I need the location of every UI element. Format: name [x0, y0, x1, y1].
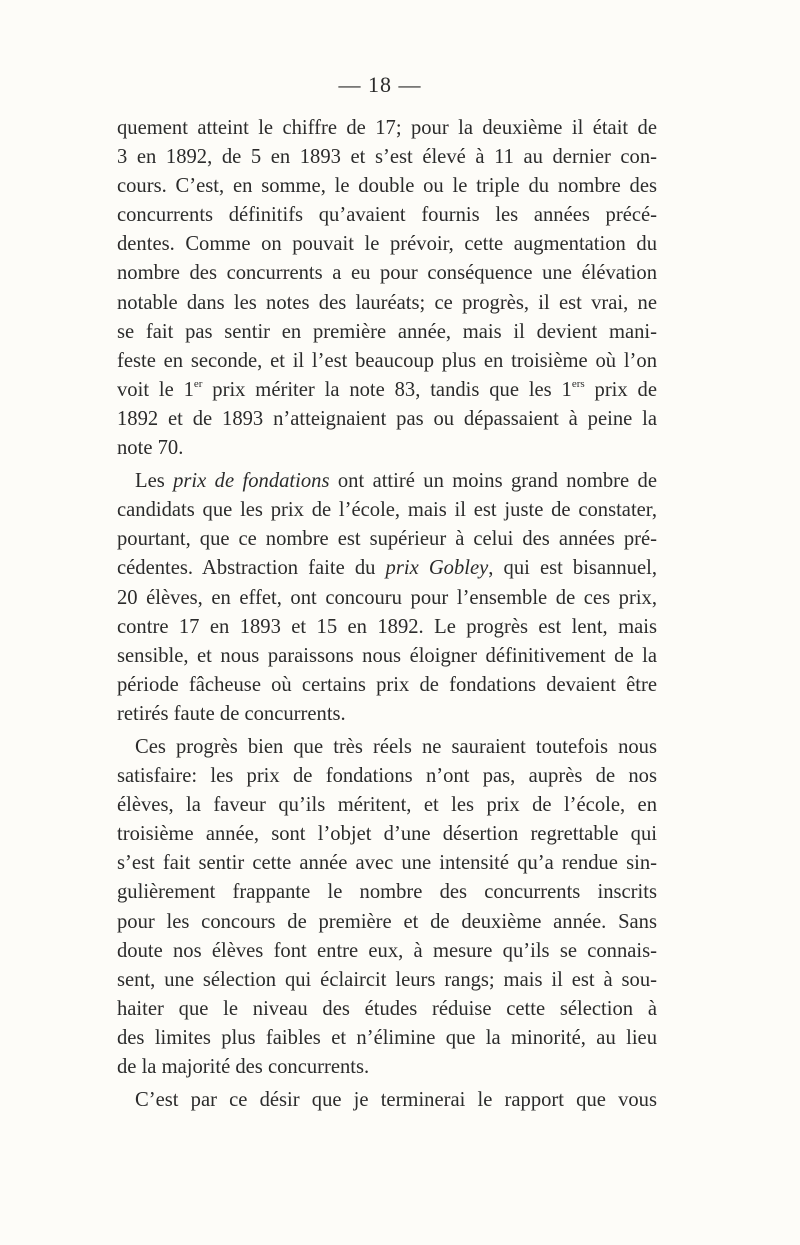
text-line-with-italic — [117, 554, 657, 583]
text-line: haiter que le niveau des études réduise cette sélection à — [117, 997, 657, 1020]
text-line: Ces progrès bien que très réels ne sauraient toutefois nous — [135, 735, 657, 758]
text-line: doute nos élèves font entre eux, à mesure qu’ils se connais- — [117, 939, 657, 962]
text-fragment: voit le 1 — [117, 378, 194, 401]
text-line: sensible, et nous paraissons nous éloigner définitivement de la — [117, 644, 657, 667]
text-line: feste en seconde, et il l’est beaucoup plus en troisième où l’on — [117, 349, 657, 372]
text-line: note 70. — [117, 437, 184, 460]
paragraph-3 — [117, 733, 657, 1082]
text-line: candidats que les prix de l’école, mais il est juste de constater, — [117, 499, 657, 522]
text-fragment: prix mériter la note 83, tandis que les 1 — [202, 378, 572, 401]
text-fragment: Les — [135, 470, 174, 493]
text-line: gulièrement frappante le nombre des concurrents inscrits — [117, 881, 657, 904]
text-line: dentes. Comme on pouvait le prévoir, cette augmentation du — [117, 233, 657, 256]
text-fragment: ont attiré un moins grand nombre de — [329, 470, 657, 493]
body-text — [117, 114, 657, 1119]
text-line: retirés faute de concurrents. — [117, 702, 346, 725]
text-line: concurrents définitifs qu’avaient fournis les années précé- — [117, 204, 657, 227]
superscript: er — [193, 377, 203, 390]
text-line: pour les concours de première et de deuxième année. Sans — [117, 910, 657, 933]
superscript: ers — [571, 377, 585, 390]
text-fragment: , qui est bisannuel, — [488, 557, 657, 580]
text-line: des limites plus faibles et n’élimine que la minorité, au lieu — [117, 1026, 657, 1049]
paragraph-1 — [117, 114, 657, 463]
text-line: troisième année, sont l’objet d’une désertion regrettable qui — [117, 823, 657, 846]
italic-text: prix Gobley — [385, 557, 489, 580]
text-line-with-italic — [117, 467, 657, 496]
paragraph-4 — [117, 1086, 657, 1115]
text-line: nombre des concurrents a eu pour conséquence une élévation — [117, 262, 657, 285]
text-line: 3 en 1892, de 5 en 1893 et s’est élevé à 11 au dernier con- — [117, 146, 657, 169]
text-line-with-superscripts — [117, 376, 657, 405]
text-line: s’est fait sentir cette année avec une intensité qu’a rendue sin- — [117, 852, 657, 875]
text-line: sent, une sélection qui éclaircit leurs rangs; mais il est à sou- — [117, 968, 657, 991]
text-line: cours. C’est, en somme, le double ou le triple du nombre des — [117, 175, 657, 198]
text-line: quement atteint le chiffre de 17; pour la deuxième il était de — [117, 117, 657, 139]
italic-text: prix de fondations — [173, 470, 330, 493]
text-line: pourtant, que ce nombre est supérieur à celui des années pré- — [117, 528, 657, 551]
text-line: notable dans les notes des lauréats; ce progrès, il est vrai, ne — [117, 291, 657, 314]
text-line: 1892 et de 1893 n’atteignaient pas ou dépassaient à peine la — [117, 407, 657, 430]
text-line: période fâcheuse où certains prix de fondations devaient être — [117, 673, 657, 696]
text-line: élèves, la faveur qu’ils méritent, et les prix de l’école, en — [117, 794, 657, 817]
text-line: se fait pas sentir en première année, mais il devient mani- — [117, 320, 657, 343]
page-number: — 18 — — [338, 72, 422, 97]
text-line: contre 17 en 1893 et 15 en 1892. Le progrès est lent, mais — [117, 615, 657, 638]
text-line: C’est par ce désir que je terminerai le rapport que vous — [135, 1089, 657, 1112]
text-fragment: prix de — [584, 378, 657, 401]
text-line: satisfaire: les prix de fondations n’ont pas, auprès de nos — [117, 765, 657, 788]
text-line: de la majorité des concurrents. — [117, 1056, 370, 1078]
text-fragment: cédentes. Abstraction faite du — [117, 557, 386, 580]
paragraph-2 — [117, 467, 657, 729]
text-line: 20 élèves, en effet, ont concouru pour l’ensemble de ces prix, — [117, 586, 657, 609]
